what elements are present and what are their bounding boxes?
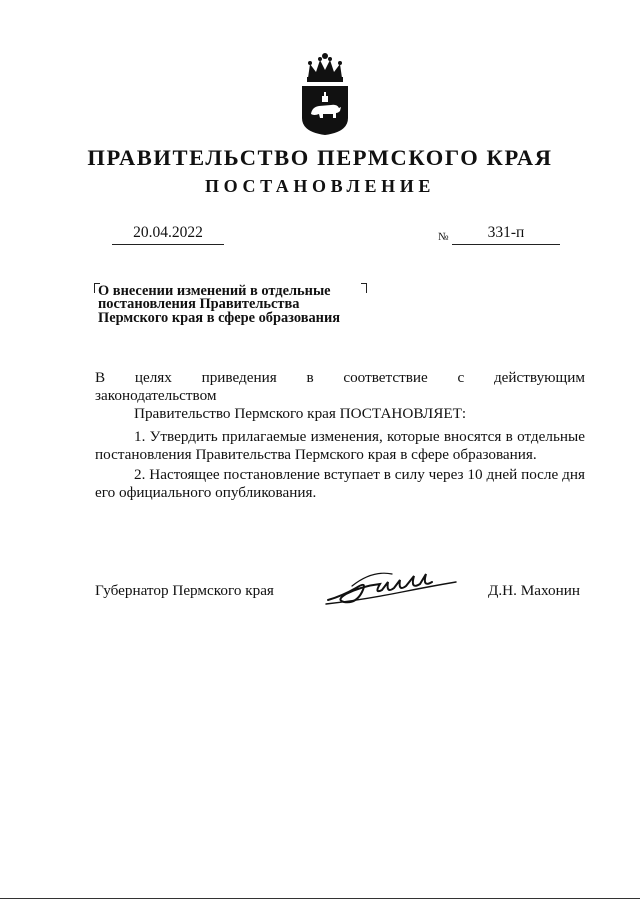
document-number: 331-п — [452, 224, 560, 245]
word: Настоящее — [149, 466, 220, 483]
page-bottom-divider — [0, 898, 640, 899]
number-sign: № — [438, 231, 449, 243]
word: в — [383, 466, 391, 483]
word: дня — [562, 466, 585, 483]
word: которые — [387, 428, 440, 445]
word: постановление — [223, 466, 320, 483]
word: изменения, — [310, 428, 383, 445]
item-1-continuation: постановления Правительства Пермского края в сфере образования. — [95, 446, 537, 463]
resolves-line: Правительство Пермского края ПОСТАНОВЛЯЕТ: — [134, 405, 467, 422]
word: с — [457, 369, 465, 386]
government-title: ПРАВИТЕЛЬСТВО ПЕРМСКОГО КРАЯ — [87, 145, 553, 170]
word: целях — [134, 369, 172, 386]
item-2-line — [134, 466, 585, 484]
word: силу — [394, 466, 425, 483]
word: дней — [486, 466, 518, 483]
word: 10 — [467, 466, 483, 483]
word: вносятся — [443, 428, 502, 445]
word: в — [505, 428, 513, 445]
word: 2. — [134, 466, 146, 483]
word: прилагаемые — [221, 428, 307, 445]
word: в — [306, 369, 314, 386]
word: соответствие — [343, 369, 428, 386]
document-date: 20.04.2022 — [112, 224, 224, 245]
document-type: ПОСТАНОВЛЕНИЕ — [205, 176, 435, 196]
word: отдельные — [517, 428, 585, 445]
preamble-line — [95, 369, 585, 387]
subject-line: О внесении изменений в отдельные — [98, 283, 331, 299]
subject-line: постановления Правительства — [98, 296, 300, 312]
word: Утвердить — [149, 428, 218, 445]
word: В — [95, 369, 106, 386]
subject-line: Пермского края в сфере образования — [98, 310, 341, 326]
subject-bracket-right — [361, 283, 367, 293]
word: через — [428, 466, 464, 483]
handwritten-signature — [322, 566, 462, 610]
word: 1. — [134, 428, 146, 445]
word: приведения — [201, 369, 277, 386]
word: действующим — [493, 369, 585, 386]
word: вступает — [323, 466, 380, 483]
item-2-continuation: его официального опубликования. — [95, 484, 317, 501]
signatory-name: Д.Н. Махонин — [488, 582, 580, 599]
word: после — [521, 466, 559, 483]
signatory-position: Губернатор Пермского края — [95, 582, 274, 599]
preamble-continuation: законодательством — [95, 387, 217, 404]
item-1-line — [134, 428, 585, 446]
coat-of-arms-emblem — [296, 50, 354, 136]
